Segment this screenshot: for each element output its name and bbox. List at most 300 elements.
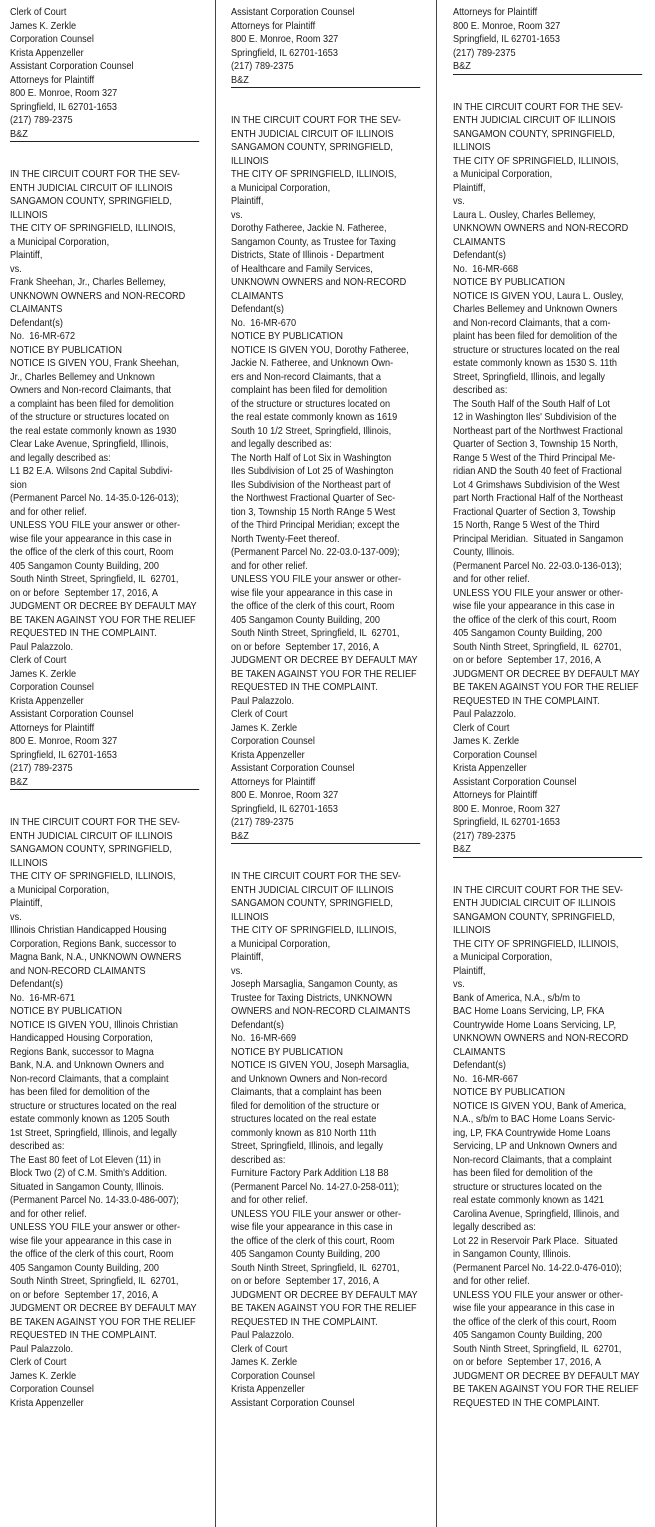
notice-line: and for other relief. [231, 1195, 308, 1206]
notice-line: Springfield, IL 62701-1653 [10, 101, 117, 113]
notice-line: UNLESS YOU FILE your answer or other- [453, 1289, 624, 1301]
notice-line: NOTICE BY PUBLICATION [453, 1087, 565, 1098]
notice-line: NOTICE IS GIVEN YOU, Joseph Marsaglia, [231, 1060, 410, 1071]
notice-line: the real estate commonly known as 1619 [231, 412, 398, 423]
notice-line: NOTICE BY PUBLICATION [10, 1006, 122, 1017]
notice-line: wise file your appearance in this case in [10, 533, 172, 545]
notice-line: Iles Subdivision of Lot 25 of Washington [231, 466, 394, 477]
notice-line: Joseph Marsaglia, Sangamon County, as [231, 979, 398, 990]
notice-line: ILLINOIS [453, 142, 491, 153]
notice-line: described as: [10, 1141, 65, 1152]
notice-line: (Permanent Parcel No. 14-27.0-258-011); [231, 1181, 400, 1193]
notice-line: Defendant(s) [231, 304, 284, 315]
notice-line: ENTH JUDICIAL CIRCUIT OF ILLINOIS [10, 830, 173, 842]
notice-line: No. 16-MR-671 [10, 992, 76, 1004]
notice-line: Springfield, IL 62701-1653 [231, 47, 338, 59]
notice-line: of Healthcare and Family Services, [231, 263, 373, 275]
notice-line: Defendant(s) [231, 1019, 284, 1031]
notice-separator [453, 74, 619, 88]
notice-line: James K. Zerkle [10, 20, 77, 32]
notice-line: NOTICE BY PUBLICATION [453, 277, 565, 288]
notice-line: Clerk of Court [10, 655, 67, 666]
notice-line: James K. Zerkle [231, 722, 298, 734]
notice-line: described as: [231, 1154, 286, 1166]
notice-line: (217) 789-2375 [453, 830, 516, 842]
notice-line: No. 16-MR-667 [453, 1073, 519, 1085]
notice-line: a Municipal Corporation, [10, 884, 110, 896]
notice-line: Krista Appenzeller [10, 47, 84, 59]
notice-line: Attorneys for Plaintiff [453, 7, 538, 18]
separator-gap [10, 155, 176, 169]
separator-gap [453, 870, 619, 884]
notice-line: real estate commonly known as 1421 [453, 1195, 604, 1206]
notice-line: County, Illinois. [453, 547, 515, 558]
notice-line: Carolina Avenue, Springfield, Illinois, and [453, 1208, 620, 1220]
notice-line: (217) 789-2375 [10, 115, 73, 126]
notice-line: Assistant Corporation Counsel [10, 709, 134, 720]
notice-line: and NON-RECORD CLAIMANTS [10, 965, 146, 977]
notice-line: 405 Sangamon County Building, 200 [453, 1330, 602, 1341]
notice-line: Block Two (2) of C.M. Smith's Addition. [10, 1168, 168, 1179]
notice-line: REQUESTED IN THE COMPLAINT. [453, 695, 600, 707]
notice-line: Paul Palazzolo. [453, 709, 517, 720]
notice-line: North Twenty-Feet thereof. [231, 533, 340, 545]
separator-rule [10, 141, 199, 142]
notice-separator [231, 843, 397, 857]
separator-rule [231, 87, 420, 88]
notice-line: Clear Lake Avenue, Springfield, Illinois, [10, 439, 169, 450]
notice-separator [453, 857, 619, 871]
notice-line: vs. [10, 911, 22, 923]
notice-line: Clerk of Court [231, 709, 288, 720]
notice-line: (217) 789-2375 [453, 47, 516, 59]
notice-line: and legally described as: [10, 452, 111, 464]
notice-line: 800 E. Monroe, Room 327 [453, 803, 561, 815]
notice-line: IN THE CIRCUIT COURT FOR THE SEV- [453, 884, 623, 896]
notice-line: vs. [231, 965, 243, 977]
notice-line: 800 E. Monroe, Room 327 [10, 88, 118, 99]
notice-line: 12 in Washington Iles' Subdivision of the [453, 412, 617, 423]
notice-line: (Permanent Parcel No. 14-33.0-486-007); [10, 1195, 179, 1206]
notice-line: on or before September 17, 2016, A [453, 1357, 601, 1368]
notice-line: the office of the clerk of this court, Room [10, 1249, 174, 1260]
notice-line: Furniture Factory Park Addition L18 B8 [231, 1168, 389, 1179]
notice-line: Krista Appenzeller [10, 695, 84, 707]
notice-line: UNLESS YOU FILE your answer or other- [10, 1222, 181, 1233]
notice-line: 405 Sangamon County Building, 200 [10, 1262, 159, 1274]
notice-line: Bank of America, N.A., s/b/m to [453, 992, 581, 1004]
notice-line: Countrywide Home Loans Servicing, LP, [453, 1019, 616, 1031]
notice-line: UNLESS YOU FILE your answer or other- [231, 574, 402, 585]
notice-line: Sangamon County, as Trustee for Taxing [231, 236, 396, 248]
notice-line: Fractional Quarter of Section 3, Towship [453, 506, 616, 518]
notice-line: THE CITY OF SPRINGFIELD, ILLINOIS, [453, 155, 619, 167]
notice-line: Paul Palazzolo. [10, 1343, 74, 1355]
notice-line: Jackie N. Fatheree, and Unknown Own- [231, 358, 394, 369]
notice-line: IN THE CIRCUIT COURT FOR THE SEV- [231, 871, 401, 882]
notice-line: Street, Springfield, Illinois, and legally [231, 1141, 383, 1152]
notice-separator [10, 141, 176, 155]
notice-line: tion 3, Township 15 North RAnge 5 West [231, 506, 396, 518]
notice-line: Springfield, IL 62701-1653 [453, 817, 560, 828]
notice-line: a Municipal Corporation, [231, 938, 331, 950]
notice-line: Trustee for Taxing Districts, UNKNOWN [231, 992, 393, 1004]
notice-line: and for other relief. [453, 1276, 530, 1287]
notice-line: Paul Palazzolo. [231, 695, 295, 707]
notice-line: the office of the clerk of this court, Room [231, 1235, 395, 1247]
notice-line: No. 16-MR-669 [231, 1033, 297, 1044]
separator-gap [10, 803, 176, 817]
notice-line: Attorneys for Plaintiff [453, 790, 538, 801]
notice-line: The South Half of the South Half of Lot [453, 398, 611, 410]
notice-line: 1st Street, Springfield, Illinois, and legally [10, 1127, 177, 1139]
notice-line: has been filed for demolition of the [10, 1087, 150, 1098]
notice-line: structure or structures located on the [453, 1181, 602, 1193]
notice-line: (Permanent Parcel No. 22-03.0-136-013); [453, 560, 622, 572]
notice-line: (217) 789-2375 [231, 817, 294, 828]
notice-line: Assistant Corporation Counsel [453, 776, 577, 788]
notice-line: NOTICE IS GIVEN YOU, Dorothy Fatheree, [231, 344, 409, 356]
notice-line: Servicing, LP and Unknown Owners and [453, 1141, 618, 1152]
notice-line: REQUESTED IN THE COMPLAINT. [453, 1397, 600, 1409]
notice-line: IN THE CIRCUIT COURT FOR THE SEV- [453, 101, 623, 113]
notice-line: Quarter of Section 3, Township 15 North, [453, 439, 619, 450]
notice-line: and for other relief. [10, 1208, 87, 1220]
notice-line: ers and Non-record Claimants, that a [231, 371, 381, 383]
separator-gap [231, 101, 397, 115]
notice-line: ENTH JUDICIAL CIRCUIT OF ILLINOIS [453, 115, 616, 126]
notice-line: CLAIMANTS [231, 290, 284, 302]
notice-line: REQUESTED IN THE COMPLAINT. [231, 682, 378, 693]
notice-line: Non-record Claimants, that a complaint [10, 1073, 169, 1085]
notice-line: Jr., Charles Bellemey and Unknown [10, 371, 155, 383]
notice-line: structure or structures located on the real [10, 1100, 177, 1112]
notice-line: SANGAMON COUNTY, SPRINGFIELD, [10, 844, 172, 855]
notice-line: Bank, N.A. and Unknown Owners and [10, 1060, 165, 1071]
notice-line: OWNERS and NON-RECORD CLAIMANTS [231, 1006, 411, 1017]
notice-line: ENTH JUDICIAL CIRCUIT OF ILLINOIS [453, 898, 616, 909]
notice-line: Plaintiff, [231, 196, 264, 207]
notice-line: 800 E. Monroe, Room 327 [10, 736, 118, 747]
notice-line: Situated in Sangamon County, Illinois. [10, 1181, 164, 1193]
notice-line: 405 Sangamon County Building, 200 [10, 560, 159, 572]
notice-line: No. 16-MR-670 [231, 317, 297, 329]
separator-rule [10, 789, 199, 790]
notice-line: Assistant Corporation Counsel [10, 61, 134, 72]
notice-line: BE TAKEN AGAINST YOU FOR THE RELIEF [453, 682, 639, 693]
notice-column-2 [231, 6, 418, 1410]
notice-line: Plaintiff, [453, 182, 486, 194]
notice-line: ILLINOIS [453, 925, 491, 936]
notice-line: JUDGMENT OR DECREE BY DEFAULT MAY [10, 601, 197, 612]
notice-column-1 [10, 6, 197, 1410]
notice-line: Range 5 West of the Third Principal Me- [453, 452, 616, 464]
notice-line: ILLINOIS [10, 857, 48, 869]
notice-line: described as: [453, 385, 508, 396]
notice-line: Charles Bellemey and Unknown Owners [453, 304, 618, 315]
notice-line: JUDGMENT OR DECREE BY DEFAULT MAY [231, 655, 418, 666]
notice-line: and Non-record Claimants, that a com- [453, 317, 611, 329]
notice-line: and for other relief. [231, 560, 308, 572]
notice-line: NOTICE BY PUBLICATION [231, 1046, 343, 1058]
notice-line: South Ninth Street, Springfield, IL 62701, [453, 1343, 622, 1355]
notice-line: Assistant Corporation Counsel [231, 7, 355, 18]
notice-line: wise file your appearance in this case in [453, 1303, 615, 1314]
notice-line: (217) 789-2375 [231, 61, 294, 72]
notice-line: B&Z [10, 128, 28, 140]
notice-line: REQUESTED IN THE COMPLAINT. [10, 628, 157, 639]
notice-line: Krista Appenzeller [453, 763, 527, 774]
notice-line: structure or structures located on the real [453, 344, 620, 356]
notice-line: THE CITY OF SPRINGFIELD, ILLINOIS, [231, 169, 397, 180]
notice-line: UNKNOWN OWNERS and NON-RECORD [453, 223, 629, 234]
notice-line: IN THE CIRCUIT COURT FOR THE SEV- [10, 817, 180, 828]
notice-line: (Permanent Parcel No. 22-03.0-137-009); [231, 547, 400, 558]
notice-line: L1 B2 E.A. Wilsons 2nd Capital Subdivi- [10, 466, 173, 477]
notice-line: CLAIMANTS [10, 304, 63, 315]
notice-line: NOTICE IS GIVEN YOU, Frank Sheehan, [10, 358, 180, 369]
notice-line: Owners and Non-record Claimants, that [10, 385, 172, 396]
separator-rule [231, 843, 420, 844]
notice-line: UNKNOWN OWNERS and NON-RECORD [453, 1033, 629, 1044]
notice-line: Corporation Counsel [231, 736, 315, 747]
notice-line: BE TAKEN AGAINST YOU FOR THE RELIEF [453, 1384, 639, 1395]
notice-line: Assistant Corporation Counsel [231, 763, 355, 774]
notice-line: vs. [453, 979, 465, 990]
notice-line: ENTH JUDICIAL CIRCUIT OF ILLINOIS [231, 128, 394, 140]
notice-line: wise file your appearance in this case in [231, 587, 393, 599]
notice-line: B&Z [453, 61, 471, 72]
notice-line: South Ninth Street, Springfield, IL 62701, [231, 628, 400, 639]
notice-line: Laura L. Ousley, Charles Bellemey, [453, 209, 596, 221]
notice-line: B&Z [10, 776, 28, 788]
notice-line: a Municipal Corporation, [231, 182, 331, 194]
notice-line: Defendant(s) [10, 979, 63, 990]
notice-line: Clerk of Court [10, 1357, 67, 1368]
notice-line: a Municipal Corporation, [10, 236, 110, 248]
notice-line: Krista Appenzeller [10, 1397, 84, 1409]
notice-line: Clerk of Court [231, 1343, 288, 1355]
notice-line: James K. Zerkle [231, 1357, 298, 1368]
notice-line: Clerk of Court [10, 7, 67, 18]
notice-line: BAC Home Loans Servicing, LP, FKA [453, 1006, 605, 1017]
notice-line: on or before September 17, 2016, A [231, 641, 379, 653]
notice-line: a Municipal Corporation, [453, 952, 553, 963]
notice-line: Paul Palazzolo. [10, 641, 74, 653]
notice-line: UNKNOWN OWNERS and NON-RECORD [231, 277, 407, 288]
notice-line: South Ninth Street, Springfield, IL 62701, [10, 574, 179, 585]
separator-gap [231, 857, 397, 871]
notice-line: Northeast part of the Northwest Fractional [453, 425, 623, 437]
notice-line: ing, LP, FKA Countrywide Home Loans [453, 1127, 611, 1139]
notice-line: (217) 789-2375 [10, 763, 73, 774]
notice-line: ENTH JUDICIAL CIRCUIT OF ILLINOIS [10, 182, 173, 194]
notice-line: vs. [231, 209, 243, 221]
notice-line: Corporation Counsel [453, 749, 537, 761]
notice-line: James K. Zerkle [10, 668, 77, 680]
notice-line: Lot 4 Grimshaws Subdivision of the West [453, 479, 620, 491]
notice-line: Dorothy Fatheree, Jackie N. Fatheree, [231, 223, 387, 234]
notice-line: Street, Springfield, Illinois, and legally [453, 371, 605, 383]
notice-line: legally described as: [453, 1222, 536, 1233]
notice-line: Springfield, IL 62701-1653 [10, 749, 117, 761]
notice-line: UNLESS YOU FILE your answer or other- [453, 587, 624, 599]
notice-line: vs. [10, 263, 22, 275]
notice-line: of the structure or structures located on [231, 398, 391, 410]
notice-line: estate commonly known as 1530 S. 11th [453, 358, 618, 369]
notice-line: Handicapped Housing Corporation, [10, 1033, 153, 1044]
notice-line: NOTICE IS GIVEN YOU, Laura L. Ousley, [453, 290, 624, 302]
notice-line: Defendant(s) [453, 250, 506, 261]
notice-line: Attorneys for Plaintiff [231, 20, 316, 32]
notice-line: Corporation, Regions Bank, successor to [10, 938, 177, 950]
notice-line: Regions Bank, successor to Magna [10, 1046, 154, 1058]
notice-line: THE CITY OF SPRINGFIELD, ILLINOIS, [453, 938, 619, 950]
notice-line: UNLESS YOU FILE your answer or other- [231, 1208, 402, 1220]
notice-line: Springfield, IL 62701-1653 [453, 34, 560, 45]
notice-line: Krista Appenzeller [231, 1384, 305, 1395]
notice-line: 405 Sangamon County Building, 200 [231, 614, 380, 626]
notice-line: B&Z [231, 74, 249, 86]
notice-line: No. 16-MR-668 [453, 263, 519, 275]
notice-line: the Northwest Fractional Quarter of Sec- [231, 493, 396, 504]
notice-line: ILLINOIS [231, 155, 269, 167]
notice-line: Attorneys for Plaintiff [10, 722, 95, 734]
notice-line: (Permanent Parcel No. 14-35.0-126-013); [10, 493, 179, 504]
notice-line: on or before September 17, 2016, A [10, 587, 158, 599]
notice-line: has been filed for demolition of the [453, 1168, 593, 1179]
notice-line: Districts, State of Illinois - Department [231, 250, 384, 261]
separator-rule [453, 74, 642, 75]
notice-line: Plaintiff, [453, 965, 486, 977]
notice-line: No. 16-MR-672 [10, 331, 76, 342]
notice-line: Paul Palazzolo. [231, 1330, 295, 1341]
notice-line: structures located on the real estate [231, 1114, 377, 1125]
separator-gap [453, 87, 619, 101]
notice-line: sion [10, 479, 27, 491]
notice-line: ENTH JUDICIAL CIRCUIT OF ILLINOIS [231, 884, 394, 896]
notice-column-3 [453, 6, 640, 1410]
notice-line: JUDGMENT OR DECREE BY DEFAULT MAY [453, 1370, 640, 1382]
notice-line: and Unknown Owners and Non-record [231, 1073, 388, 1085]
notice-line: of the Third Principal Meridian; except the [231, 520, 400, 531]
notice-line: South Ninth Street, Springfield, IL 62701, [453, 641, 622, 653]
notice-line: Krista Appenzeller [231, 749, 305, 761]
notice-line: Assistant Corporation Counsel [231, 1397, 355, 1409]
notice-line: Claimants, that a complaint has been [231, 1087, 382, 1098]
notice-line: (Permanent Parcel No. 14-22.0-476-010); [453, 1262, 622, 1274]
notice-line: JUDGMENT OR DECREE BY DEFAULT MAY [10, 1303, 197, 1314]
notice-line: Illinois Christian Handicapped Housing [10, 925, 167, 936]
notice-line: BE TAKEN AGAINST YOU FOR THE RELIEF [10, 1316, 196, 1328]
notice-line: The North Half of Lot Six in Washington [231, 452, 392, 464]
notice-line: Corporation Counsel [10, 1384, 94, 1395]
notice-line: SANGAMON COUNTY, SPRINGFIELD, [453, 911, 615, 923]
notice-line: the office of the clerk of this court, Room [453, 1316, 617, 1328]
notice-line: N.A., s/b/m to BAC Home Loans Servic- [453, 1114, 616, 1125]
notice-line: a complaint has been filed for demolition [10, 398, 174, 410]
notice-line: BE TAKEN AGAINST YOU FOR THE RELIEF [231, 1303, 417, 1314]
notice-line: 800 E. Monroe, Room 327 [453, 20, 561, 32]
notice-line: REQUESTED IN THE COMPLAINT. [10, 1330, 157, 1341]
notice-line: Springfield, IL 62701-1653 [231, 803, 338, 815]
notice-line: South Ninth Street, Springfield, IL 62701, [10, 1276, 179, 1287]
notice-line: BE TAKEN AGAINST YOU FOR THE RELIEF [10, 614, 196, 626]
notice-line: JUDGMENT OR DECREE BY DEFAULT MAY [231, 1289, 418, 1301]
notice-line: wise file your appearance in this case in [231, 1222, 393, 1233]
notice-line: UNLESS YOU FILE your answer or other- [10, 520, 181, 531]
notice-line: Principal Meridian. Situated in Sangamon [453, 533, 624, 545]
column-divider [436, 0, 437, 1527]
notice-line: and legally described as: [231, 439, 332, 450]
notice-line: JUDGMENT OR DECREE BY DEFAULT MAY [453, 668, 640, 680]
notice-line: Iles Subdivision of the Northeast part of [231, 479, 391, 491]
notice-line: Defendant(s) [10, 317, 63, 329]
notice-line: CLAIMANTS [453, 1046, 506, 1058]
notice-line: in Sangamon County, Illinois. [453, 1249, 571, 1260]
notice-line: NOTICE IS GIVEN YOU, Bank of America, [453, 1100, 627, 1112]
notice-line: a Municipal Corporation, [453, 169, 553, 180]
notice-line: Lot 22 in Reservoir Park Place. Situated [453, 1235, 618, 1247]
notice-line: on or before September 17, 2016, A [10, 1289, 158, 1301]
notice-line: SANGAMON COUNTY, SPRINGFIELD, [231, 142, 393, 153]
notice-line: REQUESTED IN THE COMPLAINT. [231, 1316, 378, 1328]
notice-line: part North Fractional Half of the Northeast [453, 493, 623, 504]
notice-line: Attorneys for Plaintiff [10, 74, 95, 86]
notice-line: estate commonly known as 1205 South [10, 1114, 170, 1125]
notice-line: THE CITY OF SPRINGFIELD, ILLINOIS, [231, 925, 397, 936]
notice-line: Clerk of Court [453, 722, 510, 734]
notice-line: and for other relief. [10, 506, 87, 518]
notice-line: The East 80 feet of Lot Eleven (11) in [10, 1154, 161, 1166]
notice-line: Non-record Claimants, that a complaint [453, 1154, 612, 1166]
notice-line: commonly known as 810 North 11th [231, 1127, 377, 1139]
notice-line: South Ninth Street, Springfield, IL 62701, [231, 1262, 400, 1274]
notice-line: wise file your appearance in this case in [453, 601, 615, 612]
notice-line: 405 Sangamon County Building, 200 [453, 628, 602, 639]
notice-line: 405 Sangamon County Building, 200 [231, 1249, 380, 1260]
notice-line: ridian AND the South 40 feet of Fractional [453, 466, 622, 477]
notice-line: complaint has been filed for demolition [231, 385, 388, 396]
notice-line: B&Z [231, 830, 249, 842]
notice-line: SANGAMON COUNTY, SPRINGFIELD, [453, 128, 615, 140]
notice-line: Defendant(s) [453, 1060, 506, 1071]
notice-line: NOTICE BY PUBLICATION [231, 331, 343, 342]
notice-line: B&Z [453, 844, 471, 855]
notice-line: THE CITY OF SPRINGFIELD, ILLINOIS, [10, 871, 176, 882]
notice-line: BE TAKEN AGAINST YOU FOR THE RELIEF [231, 668, 417, 680]
notice-line: the office of the clerk of this court, Room [231, 601, 395, 612]
notice-line: ILLINOIS [231, 911, 269, 923]
notice-line: Frank Sheehan, Jr., Charles Bellemey, [10, 277, 166, 288]
notice-line: IN THE CIRCUIT COURT FOR THE SEV- [10, 169, 180, 180]
notice-line: South 10 1/2 Street, Springfield, Illinois, [231, 425, 392, 437]
notice-line: IN THE CIRCUIT COURT FOR THE SEV- [231, 115, 401, 126]
notice-line: the office of the clerk of this court, Room [453, 614, 617, 626]
notice-line: James K. Zerkle [10, 1370, 77, 1382]
notice-line: THE CITY OF SPRINGFIELD, ILLINOIS, [10, 223, 176, 234]
notice-line: 800 E. Monroe, Room 327 [231, 34, 339, 45]
notice-separator [231, 87, 397, 101]
separator-rule [453, 857, 642, 858]
notice-line: NOTICE IS GIVEN YOU, Illinois Christian [10, 1019, 179, 1031]
notice-line: vs. [453, 196, 465, 207]
notice-line: Corporation Counsel [10, 682, 94, 693]
column-divider [215, 0, 216, 1527]
notice-line: CLAIMANTS [453, 236, 506, 248]
notice-line: NOTICE BY PUBLICATION [10, 344, 122, 356]
notice-line: the real estate commonly known as 1930 [10, 425, 177, 437]
